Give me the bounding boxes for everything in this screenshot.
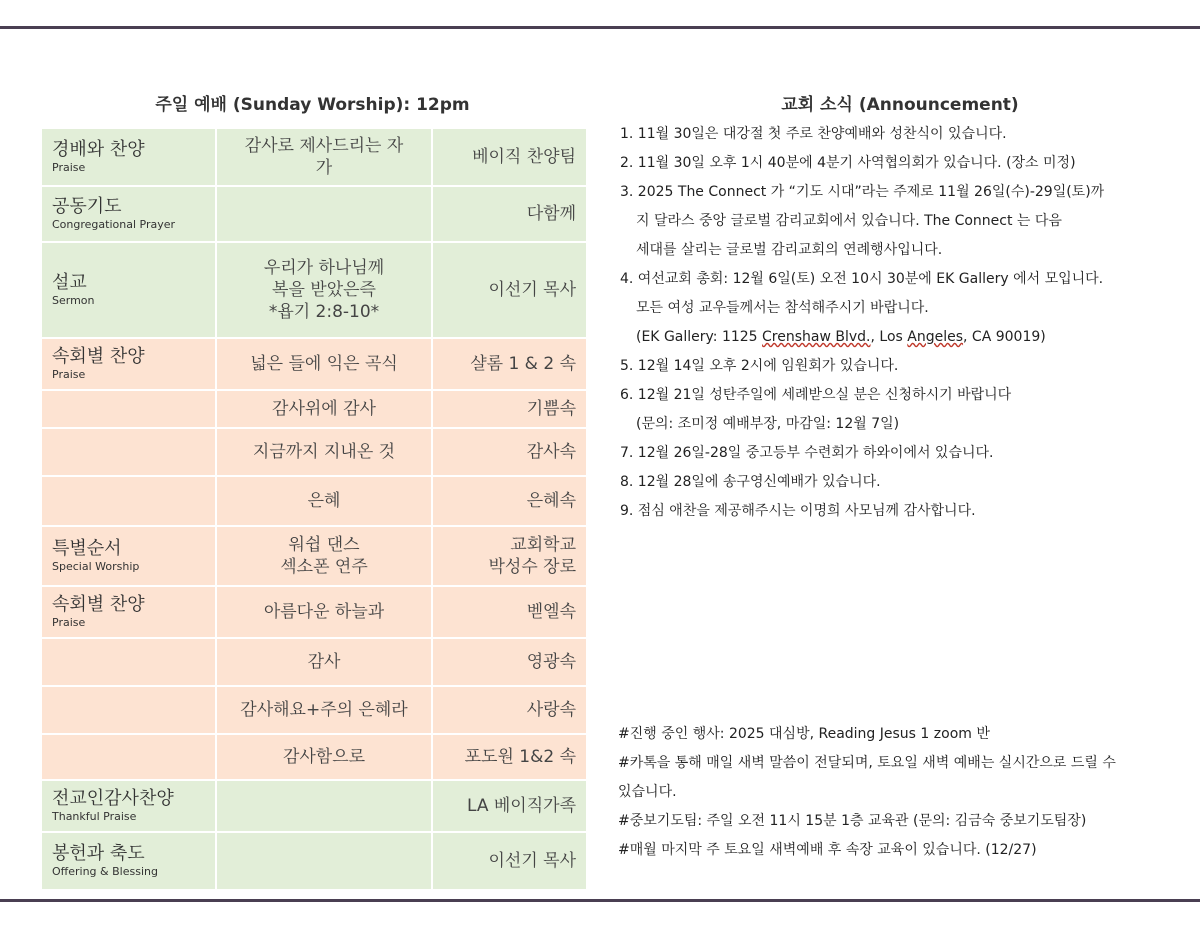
category-cell	[41, 638, 216, 686]
piece-cell: 은혜	[216, 476, 432, 526]
gallery-address	[620, 323, 1185, 352]
category-english: Praise	[52, 161, 86, 174]
piece-cell: 넓은 들에 익은 곡식	[216, 338, 432, 390]
announcement-line: 8. 12월 28일에 송구영신예배가 있습니다.	[620, 474, 881, 490]
table-row	[41, 476, 587, 526]
piece-cell	[216, 186, 432, 242]
notes-list	[618, 720, 1188, 865]
category-english: Praise	[52, 368, 86, 381]
note-line: #중보기도팀: 주일 오전 11시 15분 1층 교육관 (문의: 김금숙 중보기도팀장)	[618, 813, 1087, 829]
announcement-line: 6. 12월 21일 성탄주일에 세례받으실 분은 신청하시기 바랍니다	[620, 387, 1012, 403]
announcement-line: 1. 11월 30일은 대강절 첫 주로 찬양예배와 성찬식이 있습니다.	[620, 126, 1007, 142]
category-cell	[41, 242, 216, 338]
piece-cell: 아름다운 하늘과	[216, 586, 432, 638]
category-cell	[41, 338, 216, 390]
category-cell	[41, 128, 216, 186]
table-row	[41, 242, 587, 338]
piece-cell: 감사위에 감사	[216, 390, 432, 428]
category-korean: 경배와 찬양	[52, 139, 145, 160]
category-cell	[41, 734, 216, 780]
address-street: Crenshaw Blvd.	[762, 329, 871, 345]
address-city: Angeles	[907, 329, 964, 345]
leader-cell: 기쁨속	[432, 390, 587, 428]
piece-cell: 감사	[216, 638, 432, 686]
leader-cell: 은혜속	[432, 476, 587, 526]
announcement-item	[620, 120, 1185, 149]
category-cell	[41, 686, 216, 734]
category-korean: 속회별 찬양	[52, 346, 145, 367]
address-suffix: , CA 90019)	[963, 329, 1046, 345]
announcement-item	[620, 381, 1185, 439]
piece-cell: 감사해요+주의 은혜라	[216, 686, 432, 734]
table-row	[41, 638, 587, 686]
leader-cell: 감사속	[432, 428, 587, 476]
category-english: Congregational Prayer	[52, 218, 176, 231]
note-line: #매월 마지막 주 토요일 새벽예배 후 속장 교육이 있습니다. (12/27)	[618, 842, 1037, 858]
leader-cell: 교회학교 박성수 장로	[432, 526, 587, 586]
announcement-line: 3. 2025 The Connect 가 “기도 시대”라는 주제로 11월 26일(수)-29일(토)까	[620, 184, 1105, 200]
leader-cell: 포도원 1&2 속	[432, 734, 587, 780]
announcement-line: 4. 여선교회 총회: 12월 6일(토) 오전 10시 30분에 EK Gallery 에서 모입니다.	[620, 271, 1104, 287]
table-row	[41, 390, 587, 428]
category-english: Sermon	[52, 294, 95, 307]
note-line: 있습니다.	[618, 784, 677, 800]
category-cell	[41, 526, 216, 586]
piece-cell	[216, 832, 432, 890]
announcement-line: 7. 12월 26일-28일 중고등부 수련회가 하와이에서 있습니다.	[620, 445, 994, 461]
announcement-continuation: 세대를 살리는 글로벌 감리교회의 연례행사입니다.	[636, 242, 943, 258]
announcement-item	[620, 468, 1185, 497]
leader-cell: LA 베이직가족	[432, 780, 587, 832]
table-row	[41, 686, 587, 734]
category-english: Offering & Blessing	[52, 865, 158, 878]
piece-cell: 감사로 제사드리는 자 가	[216, 128, 432, 186]
category-english: Praise	[52, 616, 86, 629]
announcement-continuation: 모든 여성 교우들께서는 참석해주시기 바랍니다.	[636, 300, 929, 316]
leader-cell: 다함께	[432, 186, 587, 242]
announcement-item	[620, 352, 1185, 381]
announcement-continuation: (문의: 조미정 예배부장, 마감일: 12월 7일)	[636, 416, 900, 432]
table-row	[41, 780, 587, 832]
category-english: Thankful Praise	[52, 810, 137, 823]
announcement-item	[620, 439, 1185, 468]
worship-order-table	[40, 127, 588, 891]
announcement-item	[620, 178, 1185, 265]
address-middle: , Los	[870, 329, 908, 345]
bottom-divider	[0, 899, 1200, 902]
table-row	[41, 734, 587, 780]
table-row	[41, 526, 587, 586]
piece-cell: 워쉽 댄스 섹소폰 연주	[216, 526, 432, 586]
leader-cell: 베이직 찬양팀	[432, 128, 587, 186]
category-korean: 특별순서	[52, 538, 122, 559]
leader-cell: 벧엘속	[432, 586, 587, 638]
category-cell	[41, 390, 216, 428]
announcement-item	[620, 497, 1185, 526]
piece-cell: 지금까지 지내온 것	[216, 428, 432, 476]
piece-cell	[216, 780, 432, 832]
piece-cell: 감사함으로	[216, 734, 432, 780]
category-korean: 전교인감사찬양	[52, 788, 174, 809]
address-prefix: (EK Gallery: 1125	[636, 329, 763, 345]
table-row	[41, 586, 587, 638]
table-row	[41, 186, 587, 242]
table-row	[41, 128, 587, 186]
category-cell	[41, 476, 216, 526]
worship-title: 주일 예배 (Sunday Worship): 12pm	[155, 95, 470, 115]
leader-cell: 이선기 목사	[432, 832, 587, 890]
category-korean: 속회별 찬양	[52, 594, 145, 615]
announcement-title: 교회 소식 (Announcement)	[781, 95, 1019, 115]
announcement-item	[620, 265, 1185, 352]
leader-cell: 이선기 목사	[432, 242, 587, 338]
announcement-line: 9. 점심 애찬을 제공해주시는 이명희 사모님께 감사합니다.	[620, 503, 976, 519]
category-english: Special Worship	[52, 560, 140, 573]
category-cell	[41, 186, 216, 242]
table-row	[41, 832, 587, 890]
note-line: #진행 중인 행사: 2025 대심방, Reading Jesus 1 zoom 반	[618, 726, 990, 742]
category-cell	[41, 832, 216, 890]
category-korean: 봉헌과 축도	[52, 843, 145, 864]
leader-cell: 사랑속	[432, 686, 587, 734]
announcement-line: 2. 11월 30일 오후 1시 40분에 4분기 사역협의회가 있습니다. (장소 미정)	[620, 155, 1076, 171]
announcement-list	[620, 120, 1185, 526]
table-row	[41, 428, 587, 476]
announcement-item	[620, 149, 1185, 178]
table-row	[41, 338, 587, 390]
top-divider	[0, 26, 1200, 29]
note-line: #카톡을 통해 매일 새벽 말씀이 전달되며, 토요일 새벽 예배는 실시간으로 드릴 수	[618, 755, 1116, 771]
leader-cell: 샬롬 1 & 2 속	[432, 338, 587, 390]
announcement-continuation: 지 달라스 중앙 글로벌 감리교회에서 있습니다. The Connect 는 다음	[636, 213, 1062, 229]
category-cell	[41, 780, 216, 832]
category-korean: 설교	[52, 272, 87, 293]
category-cell	[41, 586, 216, 638]
announcement-line: 5. 12월 14일 오후 2시에 임원회가 있습니다.	[620, 358, 899, 374]
leader-cell: 영광속	[432, 638, 587, 686]
category-korean: 공동기도	[52, 196, 122, 217]
category-cell	[41, 428, 216, 476]
piece-cell: 우리가 하나님께 복을 받았은즉 *욥기 2:8-10*	[216, 242, 432, 338]
